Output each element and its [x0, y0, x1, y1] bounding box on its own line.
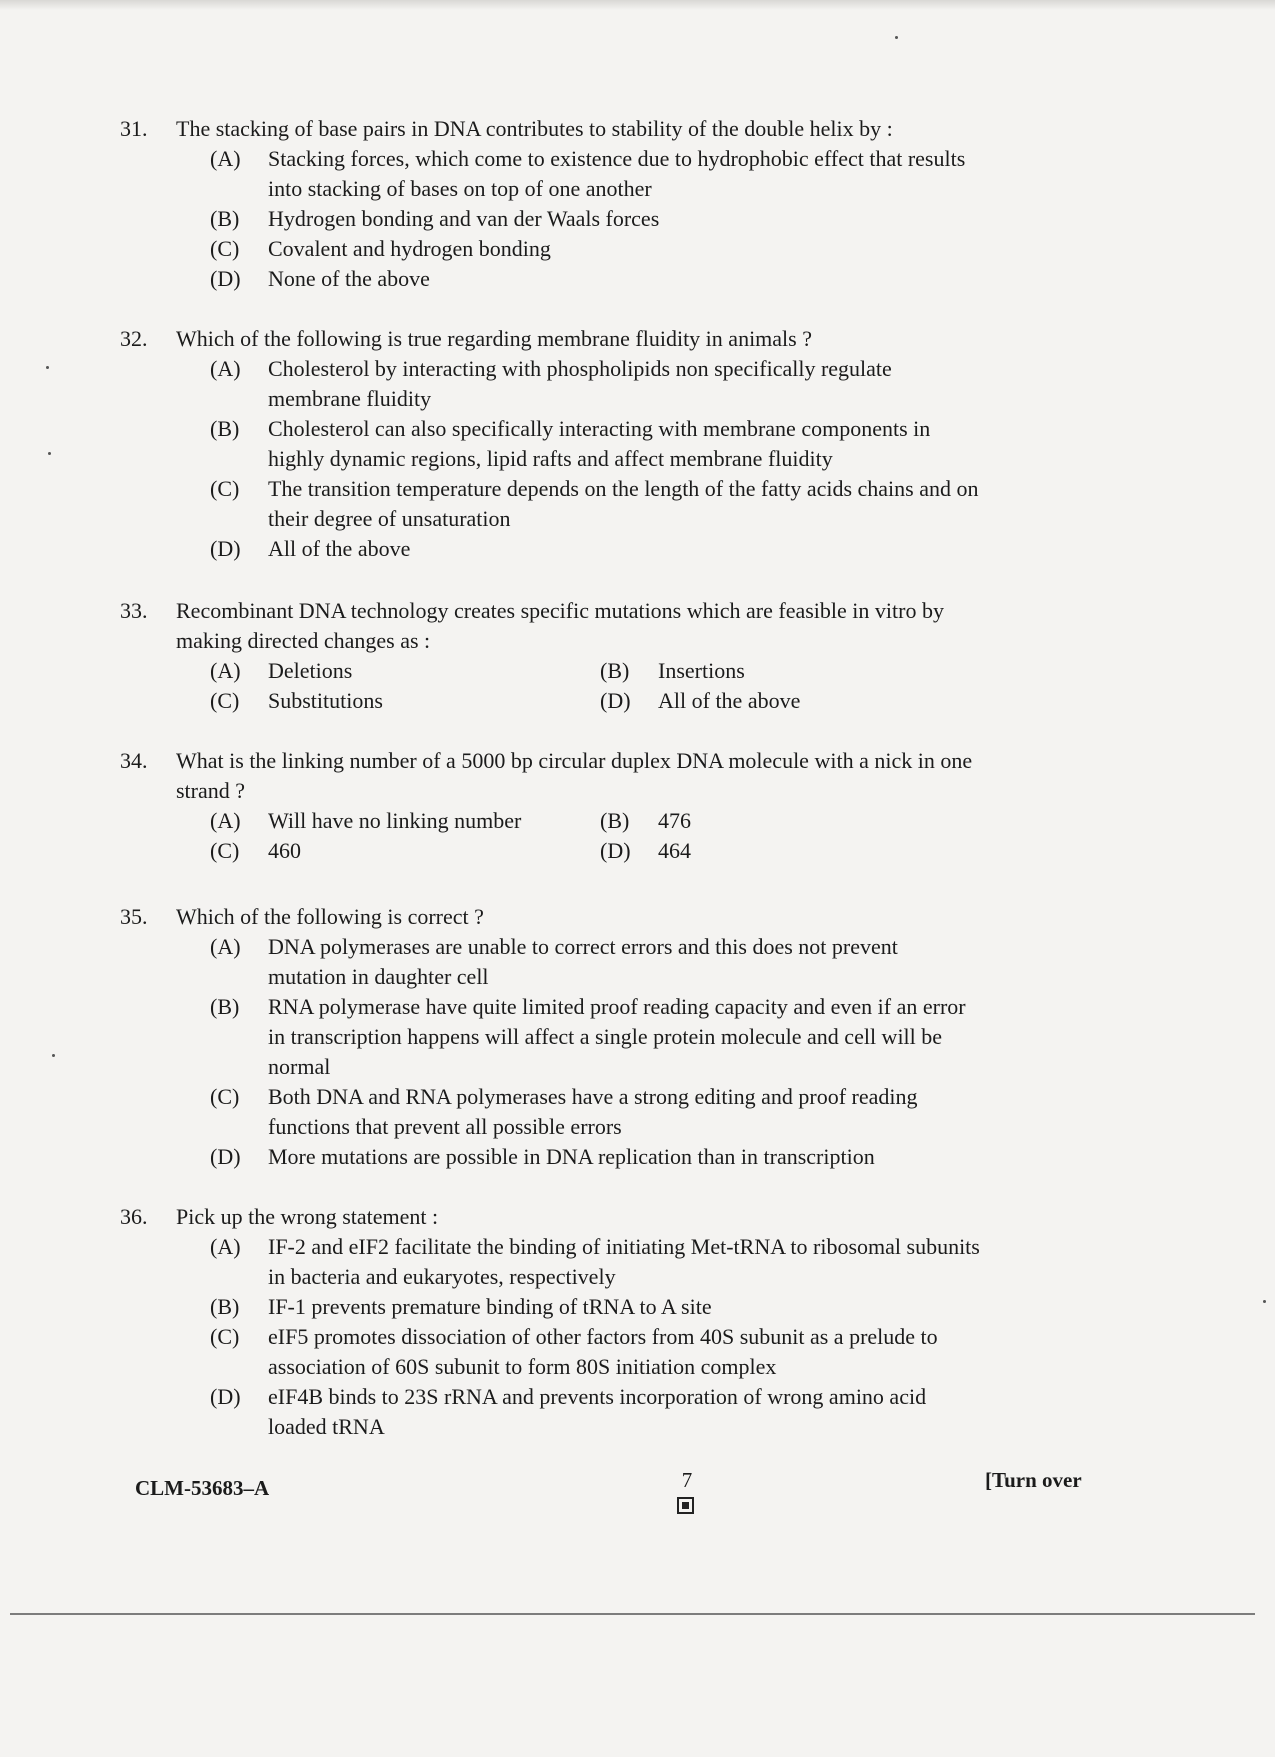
option-label: (D): [210, 536, 241, 561]
option-text: 460: [268, 838, 301, 863]
option-c: [210, 686, 600, 716]
option-text: All of the above: [658, 688, 801, 713]
question-text: Recombinant DNA technology creates specific mutations which are feasible in vitro by making directed changes as :: [176, 598, 944, 653]
option-label: (C): [210, 1084, 240, 1109]
option-label: (D): [600, 688, 631, 713]
option-text: IF-1 prevents premature binding of tRNA to A site: [268, 1294, 712, 1319]
option-label: (B): [600, 808, 630, 833]
option-label: (B): [210, 206, 240, 231]
option-c: [210, 1322, 980, 1382]
question-text: Which of the following is true regarding membrane fluidity in animals ?: [176, 326, 812, 351]
question-number: 36.: [120, 1204, 148, 1229]
option-label: (D): [210, 266, 241, 291]
question-36: [120, 1202, 980, 1442]
option-a: [210, 656, 600, 686]
option-label: (D): [210, 1384, 241, 1409]
option-text: Cholesterol can also specifically interacting with membrane components in highly dynamic regions, lipid rafts and affect membrane fluidity: [268, 416, 931, 471]
option-b: [600, 656, 940, 686]
option-label: (D): [210, 1144, 241, 1169]
question-31: [120, 114, 980, 294]
option-a: [210, 354, 980, 414]
option-b: [210, 1292, 980, 1322]
option-text: None of the above: [268, 266, 430, 291]
option-text: RNA polymerase have quite limited proof reading capacity and even if an error in transcription happens will affect a single protein molecule and cell will be normal: [268, 994, 966, 1079]
question-text: Which of the following is correct ?: [176, 904, 484, 929]
question-number: 35.: [120, 904, 148, 929]
option-c: [210, 234, 980, 264]
option-text: All of the above: [268, 536, 411, 561]
option-text: Covalent and hydrogen bonding: [268, 236, 551, 261]
option-d: [600, 686, 940, 716]
turn-over-note: [Turn over: [985, 1468, 1082, 1492]
page-marker-icon: [677, 1497, 694, 1514]
option-label: (B): [600, 658, 630, 683]
question-35: [120, 902, 980, 1172]
option-c: [210, 474, 980, 534]
option-a: [210, 144, 980, 204]
option-text: IF-2 and eIF2 facilitate the binding of initiating Met-tRNA to ribosomal subunits in bacteria and eukaryotes, respectively: [268, 1234, 980, 1289]
option-label: (B): [210, 1294, 240, 1319]
option-text: eIF5 promotes dissociation of other factors from 40S subunit as a prelude to association of 60S subunit to form 80S initiation complex: [268, 1324, 938, 1379]
question-number: 32.: [120, 326, 148, 351]
option-text: 476: [658, 808, 691, 833]
option-text: Substitutions: [268, 688, 383, 713]
option-d: [210, 534, 980, 564]
option-label: (C): [210, 1324, 240, 1349]
option-b: [600, 806, 940, 836]
option-label: (B): [210, 416, 240, 441]
option-label: (A): [210, 1234, 241, 1259]
options-grid: [210, 806, 980, 866]
option-text: DNA polymerases are unable to correct errors and this does not prevent mutation in daughter cell: [268, 934, 898, 989]
question-number: 31.: [120, 116, 148, 141]
option-label: (A): [210, 146, 241, 171]
question-text: The stacking of base pairs in DNA contributes to stability of the double helix by :: [176, 116, 893, 141]
option-text: Insertions: [658, 658, 745, 683]
option-label: (C): [210, 688, 240, 713]
question-text: Pick up the wrong statement :: [176, 1204, 439, 1229]
option-text: 464: [658, 838, 691, 863]
option-a: [210, 1232, 980, 1292]
option-text: Hydrogen bonding and van der Waals forces: [268, 206, 660, 231]
option-text: Both DNA and RNA polymerases have a strong editing and proof reading functions that prevent all possible errors: [268, 1084, 918, 1139]
option-label: (C): [210, 838, 240, 863]
question-number: 33.: [120, 598, 148, 623]
option-b: [210, 414, 980, 474]
question-number: 34.: [120, 748, 148, 773]
question-text: What is the linking number of a 5000 bp circular duplex DNA molecule with a nick in one strand ?: [176, 748, 973, 803]
question-33: [120, 596, 980, 716]
option-label: (A): [210, 934, 241, 959]
option-b: [210, 204, 980, 234]
booklet-code: CLM-53683–A: [135, 1476, 270, 1500]
option-b: [210, 992, 980, 1082]
option-label: (C): [210, 476, 240, 501]
option-label: (C): [210, 236, 240, 261]
question-34: [120, 746, 980, 866]
option-label: (D): [600, 838, 631, 863]
option-text: Stacking forces, which come to existence due to hydrophobic effect that results into stacking of bases on top of one another: [268, 146, 966, 201]
option-label: (A): [210, 356, 241, 381]
option-d: [210, 1382, 980, 1442]
options-grid: [210, 656, 980, 716]
option-d: [210, 1142, 980, 1172]
option-text: The transition temperature depends on the length of the fatty acids chains and on their degree of unsaturation: [268, 476, 979, 531]
option-text: More mutations are possible in DNA replication than in transcription: [268, 1144, 875, 1169]
option-c: [210, 836, 600, 866]
option-d: [600, 836, 940, 866]
option-text: Cholesterol by interacting with phospholipids non specifically regulate membrane fluidity: [268, 356, 892, 411]
option-text: Deletions: [268, 658, 353, 683]
option-label: (A): [210, 808, 241, 833]
option-label: (B): [210, 994, 240, 1019]
question-32: [120, 324, 980, 564]
option-text: Will have no linking number: [268, 808, 522, 833]
option-text: eIF4B binds to 23S rRNA and prevents incorporation of wrong amino acid loaded tRNA: [268, 1384, 927, 1439]
option-label: (A): [210, 658, 241, 683]
page-number: 7: [681, 1468, 693, 1492]
option-a: [210, 932, 980, 992]
option-d: [210, 264, 980, 294]
option-c: [210, 1082, 980, 1142]
bottom-rule: [10, 1613, 1255, 1615]
option-a: [210, 806, 600, 836]
